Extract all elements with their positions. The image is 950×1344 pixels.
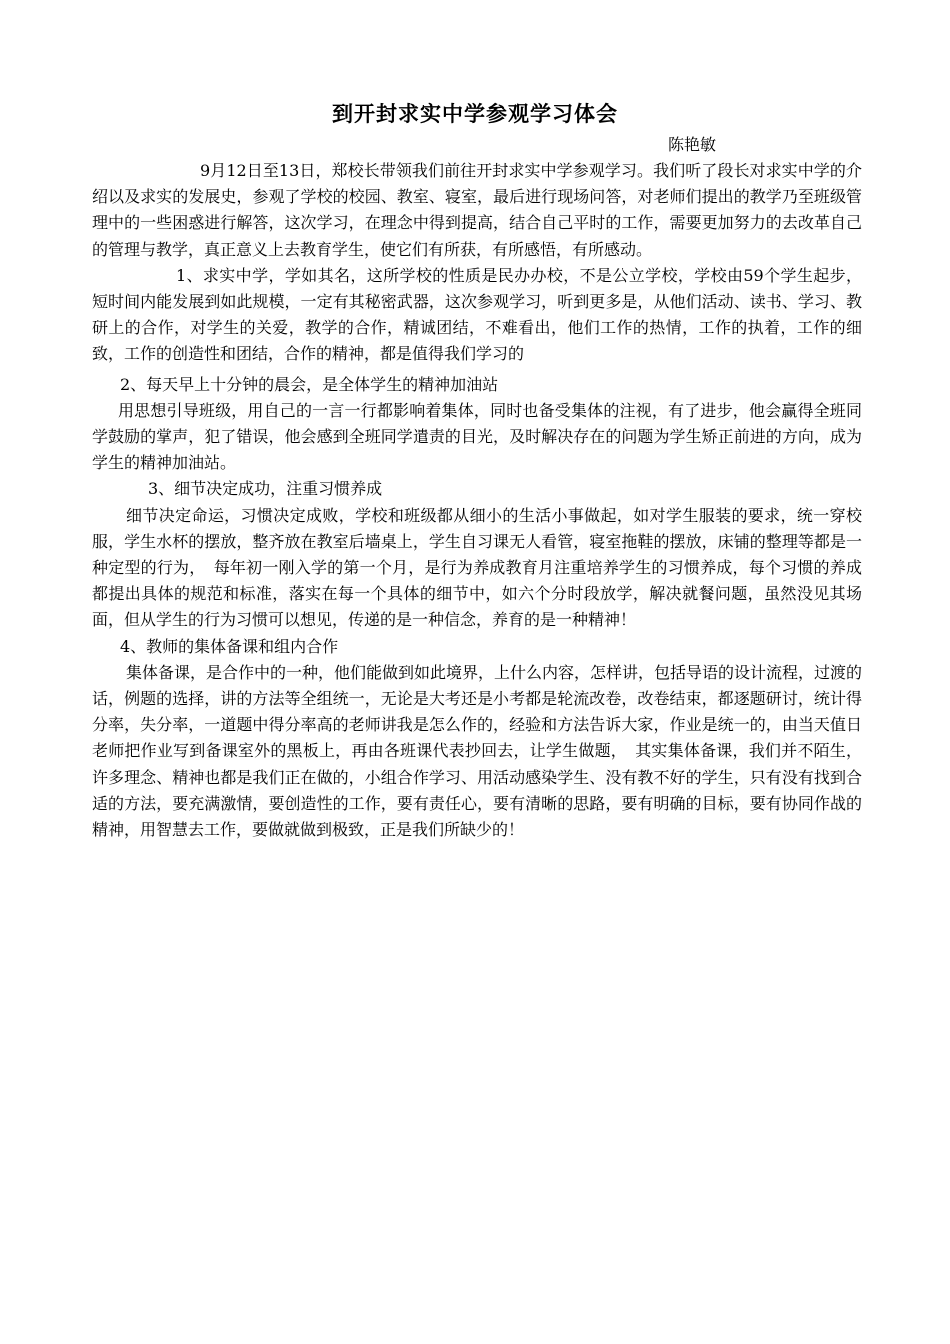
author-name: 陈艳敏 <box>668 135 717 154</box>
document-body <box>92 158 862 843</box>
section-3-heading: 3、细节决定成功，注重习惯养成 <box>148 479 383 499</box>
section-4-paragraph: 集体备课，是合作中的一种，他们能做到如此境界，上什么内容，怎样讲，包括导语的设计流程，过渡的话，例题的选择，讲的方法等全组统一，无论是大考还是小考都是轮流改卷，改卷结束，都逐题研讨，统计得分率，失分率，一道题中得分率高的老师讲我是怎么作的，经验和方法告诉大家，作业是统一的，由当天值日老师把作业写到备课室外的黑板上，再由各班课代表抄回去，让学生做题， 其实集体备课，我们并不陌生，许多理念、精神也都是我们正在做的，小组合作学习、用活动感染学生、没有教不好的学生，只有没有找到合适的方法，要充满激情，要创造性的工作，要有责任心，要有清晰的思路，要有明确的目标，要有协同作战的精神，用智慧去工作，要做就做到极致，正是我们所缺少的！ <box>92 662 863 840</box>
section-4-heading: 4、教师的集体备课和组内合作 <box>120 636 339 656</box>
section-1-paragraph: 1、求实中学，学如其名，这所学校的性质是民办办校，不是公立学校，学校由59个学生起步，短时间内能发展到如此规模，一定有其秘密武器，这次参观学习，听到更多是，从他们活动、读书、学习、教研上的合作，对学生的关爱，教学的合作，精诚团结，不难看出，他们工作的热情，工作的执着，工作的细致，工作的创造性和团结，合作的精神，都是值得我们学习的 <box>92 265 862 364</box>
section-2-paragraph: 用思想引导班级，用自己的一言一行都影响着集体，同时也备受集体的注视，有了进步，他会赢得全班同学鼓励的掌声，犯了错误，他会感到全班同学遣责的目光，及时解决存在的问题为学生矫正前进的方向，成为学生的精神加油站。 <box>92 400 862 473</box>
intro-paragraph: 9月12日至13日，郑校长带领我们前往开封求实中学参观学习。我们听了段长对求实中学的介绍以及求实的发展史，参观了学校的校园、教室、寝室，最后进行现场问答，对老师们提出的教学乃至班级管理中的一些困惑进行解答，这次学习，在理念中得到提高，结合自己平时的工作，需要更加努力的去改革自己的管理与教学，真正意义上去教育学生，使它们有所获，有所感悟，有所感动。 <box>92 161 862 259</box>
section-2-heading: 2、每天早上十分钟的晨会，是全体学生的精神加油站 <box>120 374 499 394</box>
section-3-paragraph: 细节决定命运，习惯决定成败，学校和班级都从细小的生活小事做起，如对学生服装的要求，统一穿校服，学生水杯的摆放，整齐放在教室后墙桌上，学生自习课无人看管，寝室拖鞋的摆放，床铺的整理等都是一种定型的行为， 每年初一刚入学的第一个月，是行为养成教育月注重培养学生的习惯养成，每个习惯的养成都提出具体的规范和标准，落实在每一个具体的细节中，如六个分时段放学，解决就餐问题，虽然没见其场面，但从学生的行为习惯可以想见，传递的是一种信念，养育的是一种精神！ <box>92 505 862 630</box>
document-title: 到开封求实中学参观学习体会 <box>332 101 618 126</box>
